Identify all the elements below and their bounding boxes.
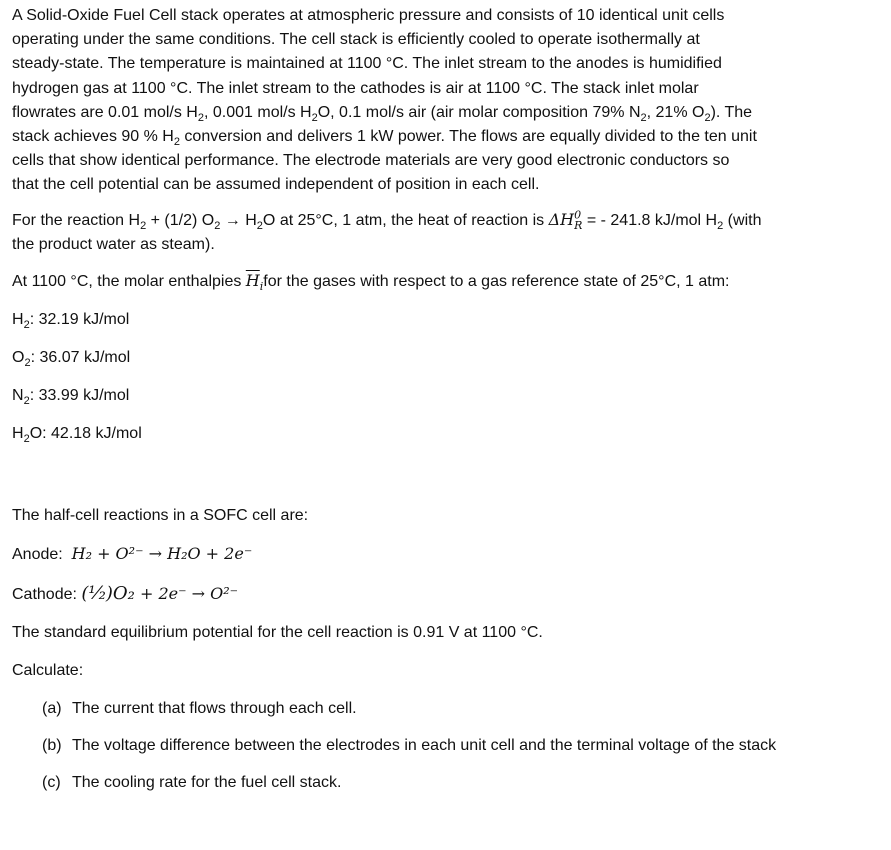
- delta-h-symbol: $\Delta H^0_R$: [548, 208, 583, 232]
- anode-reaction: Anode: H₂ + O²⁻ → H₂O + 2e⁻: [12, 544, 253, 564]
- enthalpy-h2o: $H_2O$: 42.18 kJ/mol: [12, 425, 142, 446]
- text-line: that the cell potential can be assumed independent of position in each cell.: [12, 176, 540, 194]
- text-line: flowrates are 0.01 mol/s $H_2$, 0.001 mol/s $H_2O$, 0.1 mol/s air (air molar composition 79% $N_2$, 21% $O_2$). The: [12, 103, 753, 124]
- enthalpy-h2: $H_2$: 32.19 kJ/mol: [12, 311, 130, 332]
- problem-statement-paragraph: [12, 4, 879, 198]
- calculate-heading: Calculate:: [12, 662, 84, 680]
- enthalpy-n2: $N_2$: 33.99 kJ/mol: [12, 387, 130, 408]
- molar-enthalpies-intro: At 1100 °C, the molar enthalpies $\overline{H}_ifor$ the gases with respect to a gas reference state of 25°C, 1 atm:: [12, 271, 730, 294]
- list-item: (a) The current that flows through each cell.: [42, 700, 357, 718]
- list-item: (b) The voltage difference between the electrodes in each unit cell and the terminal voltage of the stack: [42, 737, 777, 755]
- text-line: steady-state. The temperature is maintained at 1100 °C. The inlet stream to the anodes is humidified: [12, 55, 722, 73]
- enthalpy-o2: $O_2$: 36.07 kJ/mol: [12, 349, 131, 370]
- text-line: A Solid-Oxide Fuel Cell stack operates at atmospheric pressure and consists of 10 identical unit cells: [12, 7, 725, 24]
- half-cell-intro: The half-cell reactions in a SOFC cell are:: [12, 507, 309, 525]
- text-line: hydrogen gas at 1100 °C. The inlet stream to the cathodes is air at 1100 °C. The stack inlet molar: [12, 79, 699, 97]
- reaction-enthalpy-paragraph: [12, 208, 879, 257]
- text-line: stack achieves 90 % $H_2$ conversion and delivers 1 kW power. The flows are equally divided to the ten unit: [12, 128, 757, 149]
- text-line: cells that show identical performance. The electrode materials are very good electronic conductors so: [12, 152, 730, 170]
- text-line: the product water as steam).: [12, 235, 215, 253]
- text-line: operating under the same conditions. The cell stack is efficiently cooled to operate isothermally at: [12, 31, 700, 49]
- text-line: For the reaction $H_2 + (1/2) O_2 \to H_2O$ at 25°C, 1 atm, the heat of reaction is $\Delta H^0_R$ = - 241.8 kJ/mol $H_2$ (with: [12, 208, 762, 232]
- cathode-reaction: Cathode: (¹⁄₂)O₂ + 2e⁻ → O²⁻: [12, 583, 239, 605]
- question-list: [42, 697, 879, 795]
- standard-potential-text: The standard equilibrium potential for the cell reaction is 0.91 V at 1100 °C.: [12, 624, 543, 642]
- list-item: (c) The cooling rate for the fuel cell stack.: [42, 774, 342, 792]
